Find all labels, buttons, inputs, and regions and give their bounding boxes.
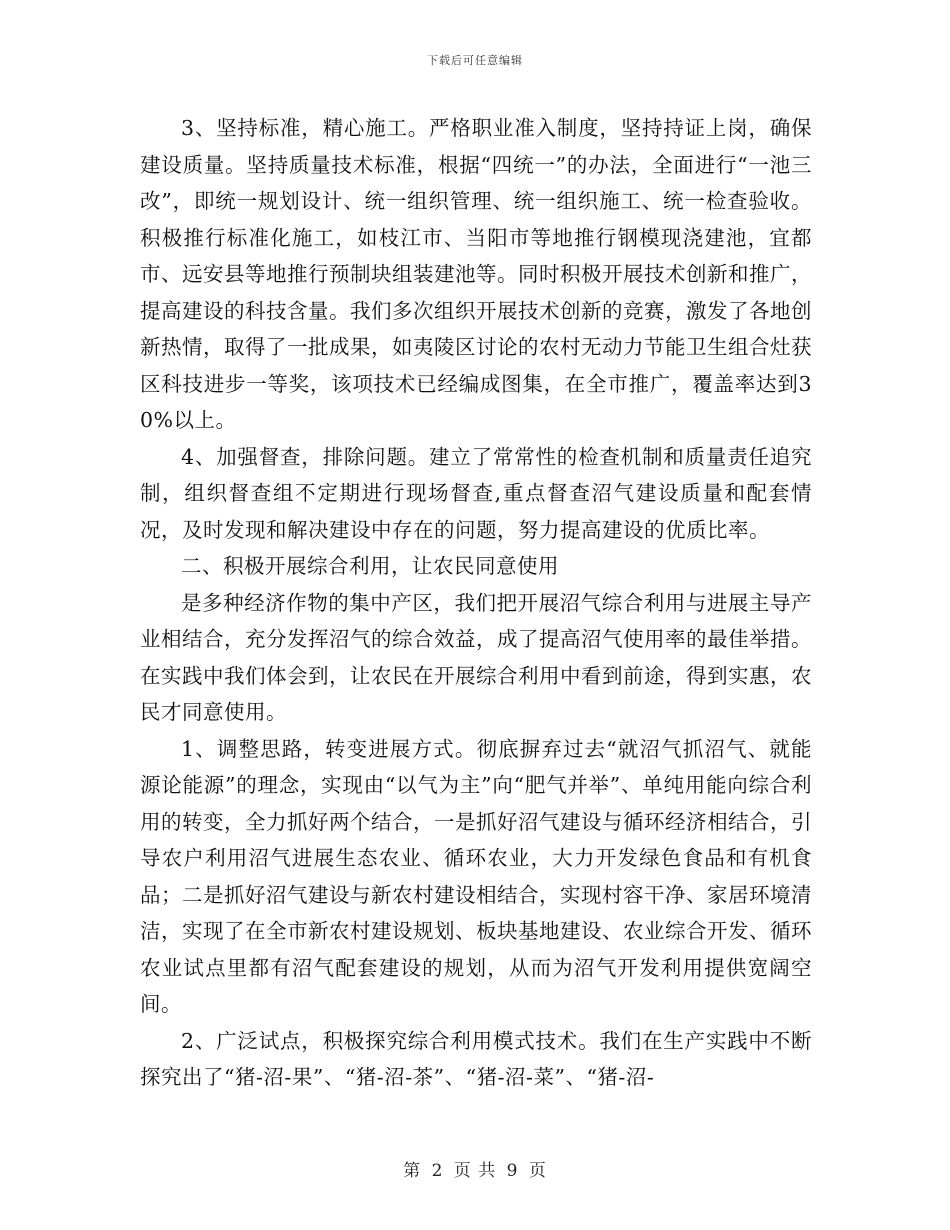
- paragraph-supervision: 4、加强督查，排除问题。建立了常常性的检查机制和质量责任追究制，组织督查组不定期进行现场督查,重点督查沼气建设质量和配套情况，及时发现和解决建设中存在的问题，努力提高建设的优质比率。: [140, 444, 812, 542]
- footer-middle: 页 共: [453, 1161, 497, 1181]
- footer-total-pages: 9: [506, 1161, 519, 1181]
- document-body: [140, 110, 812, 1096]
- paragraph-adjust-thinking: 1、调整思路，转变进展方式。彻底摒弃过去“就沼气抓沼气、就能源论能源”的理念，实现由“以气为主”向“肥气并举”、单纯用能向综合利用的转变，全力抓好两个结合，一是抓好沼气建设与循环经济相结合，引导农户利用沼气进展生态农业、循环农业，大力开发绿色食品和有机食品；二是抓好沼气建设与新农村建设相结合，实现村容干净、家居环境清洁，实现了在全市新农村建设规划、板块基地建设、农业综合开发、循环农业试点里都有沼气配套建设的规划，从而为沼气开发利用提供宽阔空间。: [140, 736, 812, 1016]
- page-footer: [0, 1156, 950, 1181]
- paragraph-utilization-intro: 是多种经济作物的集中产区，我们把开展沼气综合利用与进展主导产业相结合，充分发挥沼气的综合效益，成了提高沼气使用率的最佳举措。在实践中我们体会到，让农民在开展综合利用中看到前途，得到实惠，农民才同意使用。: [140, 590, 812, 724]
- footer-suffix: 页: [528, 1161, 547, 1181]
- section-heading-utilization: 二、积极开展综合利用，让农民同意使用: [181, 554, 559, 578]
- footer-page-number: 2: [431, 1161, 444, 1181]
- paragraph-standards: 3、坚持标准，精心施工。严格职业准入制度，坚持持证上岗，确保建设质量。坚持质量技术标准，根据“四统一”的办法，全面进行“一池三改”，即统一规划设计、统一组织管理、统一组织施工、统一检查验收。积极推行标准化施工，如枝江市、当阳市等地推行钢模现浇建池，宜都市、远安县等地推行预制块组装建池等。同时积极开展技术创新和推广，提高建设的科技含量。我们多次组织开展技术创新的竞赛，激发了各地创新热情，取得了一批成果，如夷陵区讨论的农村无动力节能卫生组合灶获区科技进步一等奖，该项技术已经编成图集，在全市推广，覆盖率达到30%以上。: [140, 116, 812, 432]
- footer-prefix: 第: [403, 1161, 422, 1181]
- page-header-note: 下载后可任意编辑: [427, 54, 523, 67]
- paragraph-pilot-models: 2、广泛试点，积极探究综合利用模式技术。我们在生产实践中不断探究出了“猪-沼-果”、“猪-沼-茶”、“猪-沼-菜”、“猪-沼-: [140, 1028, 812, 1089]
